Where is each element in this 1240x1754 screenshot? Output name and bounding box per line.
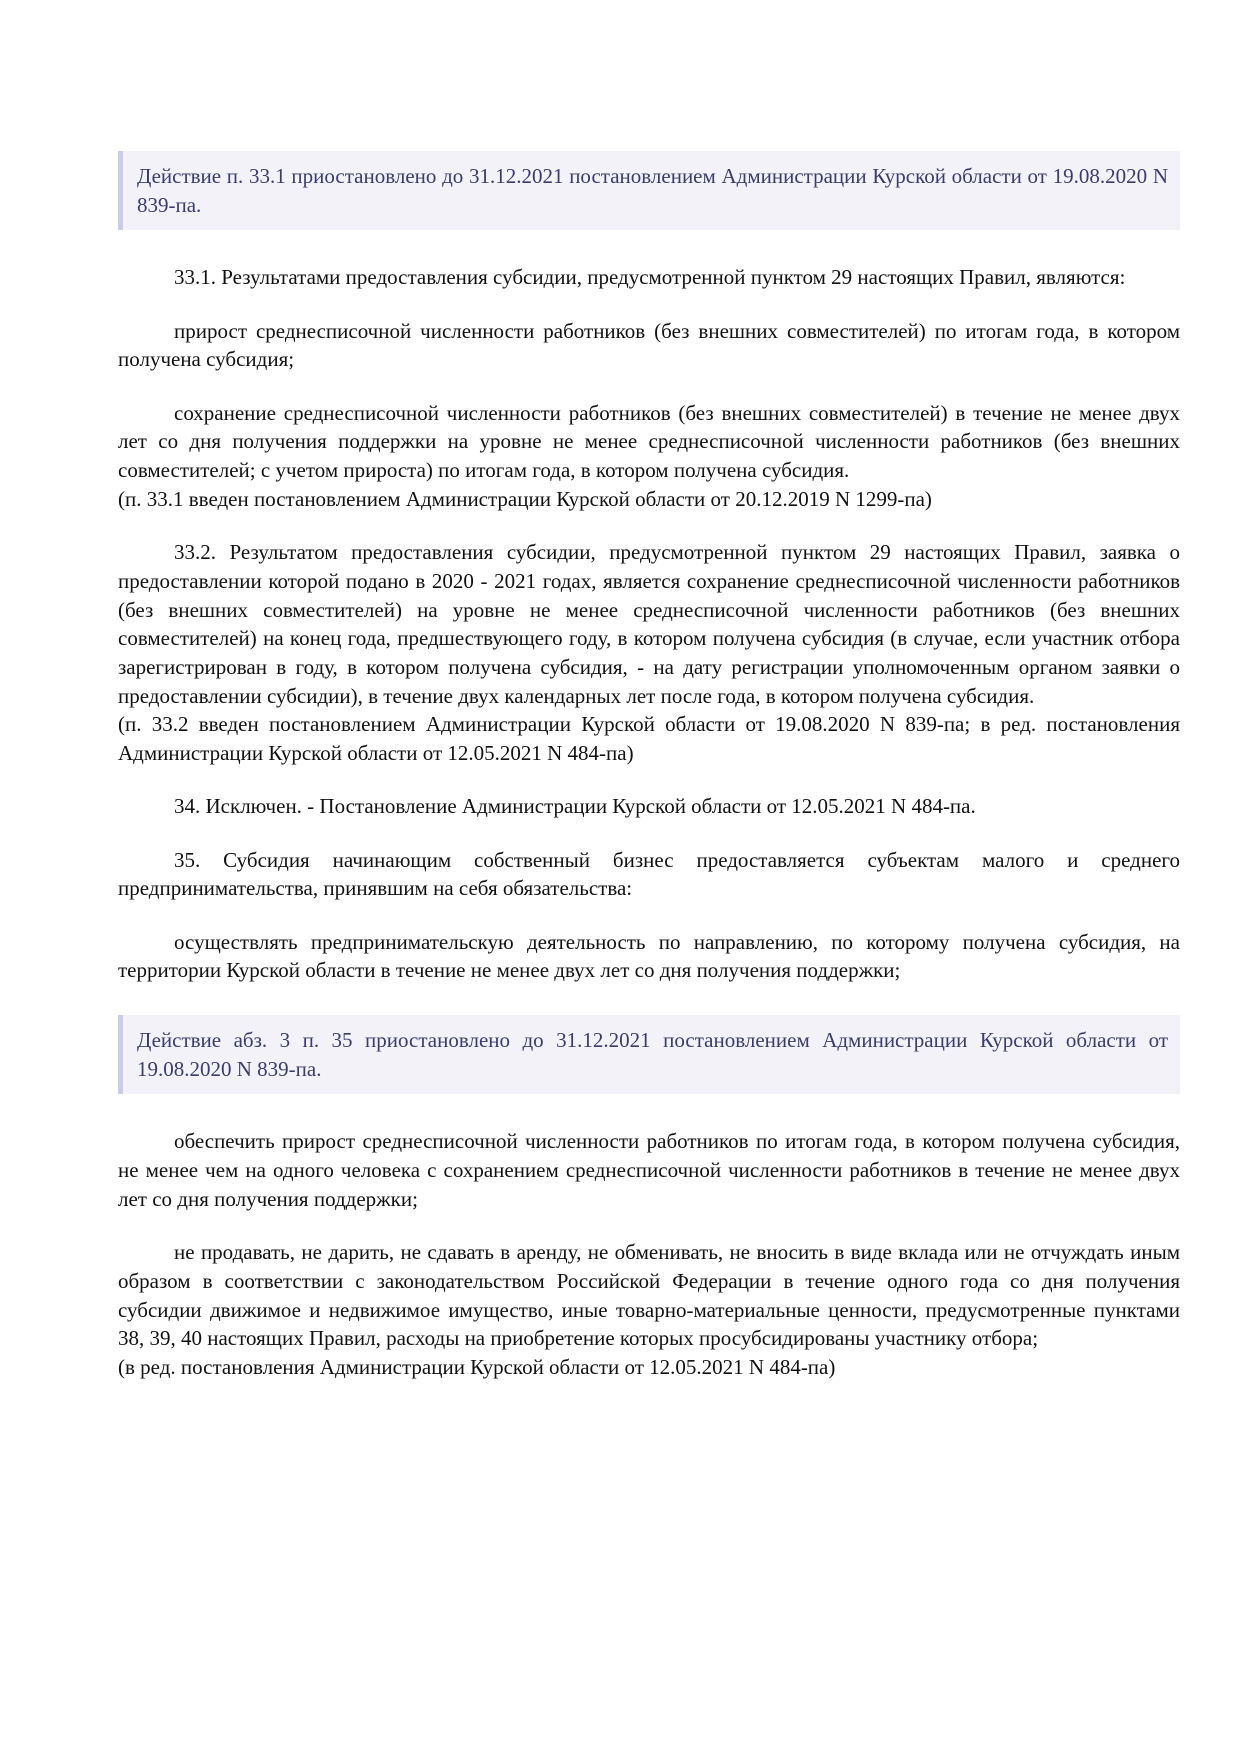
paragraph-35: 35. Субсидия начинающим собственный бизнес предоставляется субъектам малого и среднего предпринимательства, принявшим на себя обязательства:	[118, 847, 1180, 901]
paragraph-33-1-b: сохранение среднесписочной численности работников (без внешних совместителей) в течение не менее двух лет со дня получения поддержки на уровне не менее среднесписочной численности работников (без внешних совместителей; с учетом прироста) по итогам года, в котором получена субсидия.	[118, 400, 1180, 483]
amendment-note: (в ред. постановления Администрации Курской области от 12.05.2021 N 484-па)	[118, 1354, 836, 1379]
paragraph-35-c: не продавать, не дарить, не сдавать в аренду, не обменивать, не вносить в виде вклада или не отчуждать иным образом в соответствии с законодательством Российской Федерации в течение одного года со дня получения субсидии движимое и недвижимое имущество, иные товарно-материальные ценности, предусмотренные пунктами 38, 39, 40 настоящих Правил, расходы на приобретение которых просубсидированы участнику отбора;	[118, 1240, 1180, 1351]
paragraph-33-1: 33.1. Результатами предоставления субсидии, предусмотренной пунктом 29 настоящих Правил, являются:	[174, 265, 1126, 290]
paragraph-34: 34. Исключен. - Постановление Администрации Курской области от 12.05.2021 N 484-па.	[174, 794, 976, 819]
suspension-note: Действие абз. 3 п. 35 приостановлено до 31.12.2021 постановлением Администрации Курской области от 19.08.2020 N 839-па.	[118, 1015, 1180, 1094]
paragraph-33-2: 33.2. Результатом предоставления субсидии, предусмотренной пунктом 29 настоящих Правил, заявка о предоставлении которой подано в 2020 - 2021 годах, является сохранение среднесписочной численности работников (без внешних совместителей) на уровне не менее среднесписочной численности работников (без внешних совместителей) на конец года, предшествующего году, в котором получена субсидия (в случае, если участник отбора зарегистрирован в году, в котором получена субсидия, - на дату регистрации уполномоченным органом заявки о предоставлении субсидии), в течение двух календарных лет после года, в котором получена субсидия.	[118, 540, 1180, 708]
suspension-note: Действие п. 33.1 приостановлено до 31.12.2021 постановлением Администрации Курской области от 19.08.2020 N 839-па.	[118, 151, 1180, 230]
amendment-note: (п. 33.2 введен постановлением Администрации Курской области от 19.08.2020 N 839-па; в ред. постановления Администрации Курской области от 12.05.2021 N 484-па)	[118, 712, 1180, 766]
document-page	[118, 151, 1180, 1406]
paragraph-35-b: обеспечить прирост среднесписочной численности работников по итогам года, в котором получена субсидия, не менее чем на одного человека с сохранением среднесписочной численности работников в течение не менее двух лет со дня получения поддержки;	[118, 1129, 1180, 1211]
paragraph-33-1-a: прирост среднесписочной численности работников (без внешних совместителей) по итогам года, в котором получена субсидия;	[118, 318, 1180, 372]
paragraph-35-a: осуществлять предпринимательскую деятельность по направлению, по которому получена субсидия, на территории Курской области в течение не менее двух лет со дня получения поддержки;	[118, 929, 1180, 983]
amendment-note: (п. 33.1 введен постановлением Администрации Курской области от 20.12.2019 N 1299-па)	[118, 486, 932, 511]
